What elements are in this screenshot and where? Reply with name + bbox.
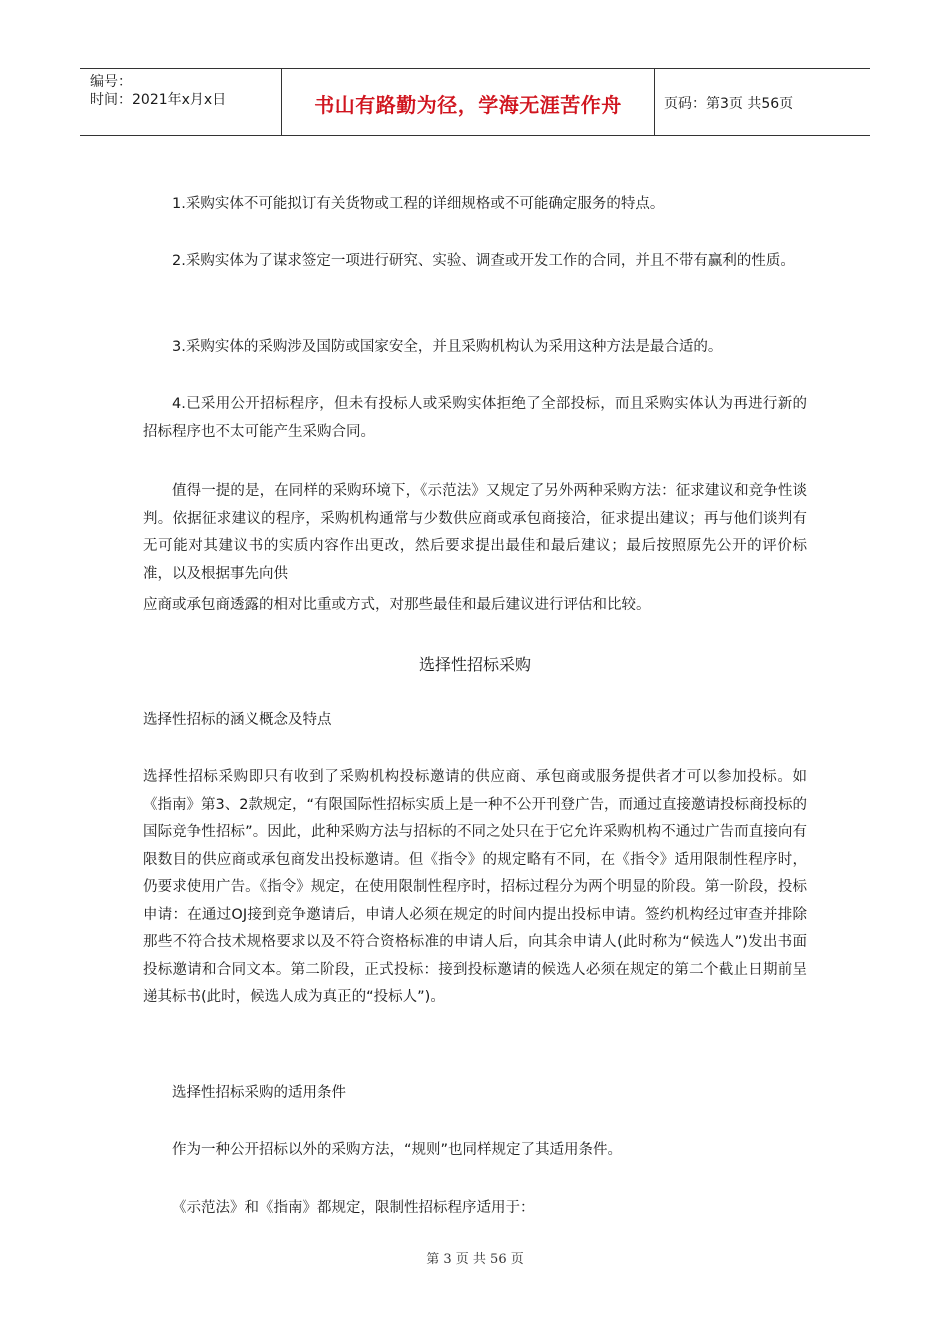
paragraph-condition-3: 3.采购实体的采购涉及国防或国家安全，并且采购机构认为采用这种方法是最合适的。 <box>172 339 723 355</box>
subsection-title-conditions: 选择性招标采购的适用条件 <box>172 1085 346 1101</box>
document-number-label: 编号： <box>90 74 132 90</box>
header-divider <box>654 69 655 135</box>
paragraph-condition-4: 4.已采用公开招标程序，但未有投标人或采购实体拒绝了全部投标，而且采购实体认为再进行新的招标程序也不太可能产生采购合同。 <box>143 396 807 440</box>
paragraph-condition-2: 2.采购实体为了谋求签定一项进行研究、实验、调查或开发工作的合同，并且不带有赢利的性质。 <box>172 253 795 269</box>
document-header <box>80 68 870 136</box>
section-title: 选择性招标采购 <box>418 655 531 674</box>
paragraph-definition: 选择性招标采购即只有收到了采购机构投标邀请的供应商、承包商或服务提供者才可以参加投标。如《指南》第3、2款规定，“有限国际性招标实质上是一种不公开刊登广告，而通过直接邀请投标商投标的国际竞争性招标”。因此，此种采购方法与招标的不同之处只在于它允许采购机构不通过广告而直接向有限数目的供应商或承包商发出投标邀请。但《指令》的规定略有不同，在《指令》适用限制性程序时，仍要求使用广告。《指令》规定，在使用限制性程序时，招标过程分为两个明显的阶段。第一阶段，投标申请：在通过OJ接到竞争邀请后，申请人必须在规定的时间内提出投标申请。签约机构经过审查并排除那些不符合技术规格要求以及不符合资格标准的申请人后，向其余申请人(此时称为“候选人”)发出书面投标邀请和合同文本。第二阶段，正式投标：接到投标邀请的候选人必须在规定的第二个截止日期前呈递其标书(此时，候选人成为真正的“投标人”)。 <box>143 769 807 1005</box>
paragraph-conditions-intro: 作为一种公开招标以外的采购方法，“规则”也同样规定了其适用条件。 <box>172 1142 623 1158</box>
header-page-info: 页码：第3页 共56页 <box>664 96 794 112</box>
paragraph-condition-1: 1.采购实体不可能拟订有关货物或工程的详细规格或不可能确定服务的特点。 <box>172 196 665 212</box>
paragraph-note: 值得一提的是，在同样的采购环境下，《示范法》又规定了另外两种采购方法：征求建议和竞争性谈判。依据征求建议的程序，采购机构通常与少数供应商或承包商接洽，征求提出建议；再与他们谈判有无可能对其建议书的实质内容作出更改，然后要求提出最佳和最后建议；最后按照原先公开的评价标准，以及根据事先向供 <box>143 483 807 582</box>
subsection-title: 选择性招标的涵义概念及特点 <box>143 712 332 728</box>
header-meta <box>90 73 280 109</box>
page-footer: 第 3 页 共 56 页 <box>426 1252 524 1267</box>
paragraph-note-continued: 应商或承包商透露的相对比重或方式，对那些最佳和最后建议进行评估和比较。 <box>143 597 651 613</box>
header-motto: 书山有路勤为径，学海无涯苦作舟 <box>314 93 622 117</box>
document-date-label: 时间：2021年x月x日 <box>90 92 227 108</box>
paragraph-restricted-procedure: 《示范法》和《指南》都规定，限制性招标程序适用于： <box>172 1200 535 1216</box>
